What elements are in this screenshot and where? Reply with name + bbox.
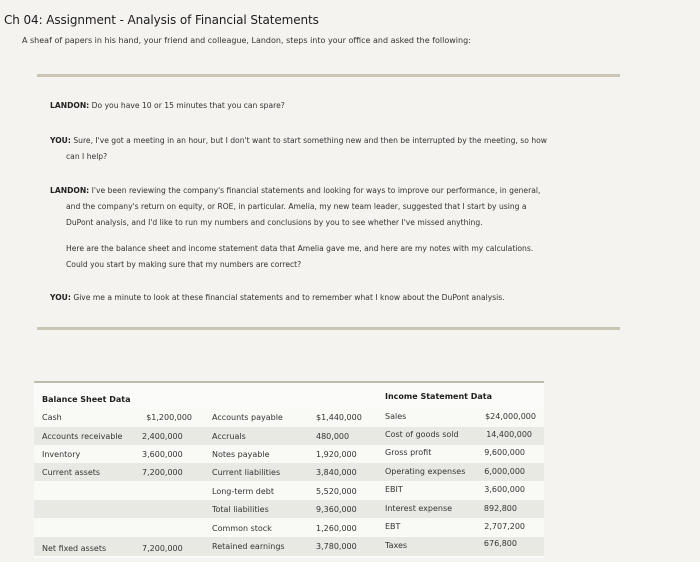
is-value: $24,000,000 [485,412,536,421]
bs-value: 3,780,000 [316,542,357,551]
is-value: 9,600,000 [484,448,525,457]
is-label: Operating expenses [385,467,466,476]
speaker-label: LANDON: [50,186,90,195]
is-value: 892,800 [483,504,517,513]
bs-label: Net fixed assets [42,544,107,553]
is-label: Sales [385,412,407,421]
page-title: Ch 04: Assignment - Analysis of Financial Statements [4,13,319,27]
bs-value: 3,600,000 [142,450,183,459]
bs-value: 3,840,000 [316,468,357,477]
balance-sheet-title: Balance Sheet Data [42,395,131,404]
dialogue-landon-2 [50,183,620,231]
dialogue-text: Sure, I've got a meeting in an hour, but I don't want to start something new and then be interrupted by the meeting, so how [73,136,547,145]
bs-label: Current assets [42,468,101,477]
is-label: Cost of goods sold [385,430,459,439]
bs-value: $1,440,000 [316,413,362,422]
divider [37,327,620,330]
is-value: 14,400,000 [486,430,532,439]
intro-text: A sheaf of papers in his hand, your friend and colleague, Landon, steps into your office and asked the following: [22,36,471,45]
dialogue-text: Could you start by making sure that my numbers are correct? [66,260,302,269]
speaker-label: YOU: [50,136,71,145]
is-value: 676,800 [483,539,517,548]
bs-value: 7,200,000 [142,544,183,553]
dialogue-you-1 [50,133,620,165]
speaker-label: LANDON: [50,101,90,110]
bs-label: Cash [42,413,62,422]
bs-label: Inventory [42,450,81,459]
divider [37,74,620,77]
dialogue-text: Do you have 10 or 15 minutes that you can spare? [91,101,285,110]
bs-value: 480,000 [316,432,350,441]
dialogue-text: and the company's return on equity, or ROE, in particular. Amelia, my new team leader, suggested that I start by using a [66,202,527,211]
bs-label: Common stock [212,524,272,533]
is-label: EBIT [385,485,403,494]
is-label: EBT [385,522,401,531]
bs-value: 7,200,000 [142,468,183,477]
bs-label: Accounts payable [212,413,283,422]
bs-label: Accruals [212,432,246,441]
bs-label: Retained earnings [212,542,285,551]
speaker-label: YOU: [50,293,71,302]
bs-label: Current liabilities [212,468,281,477]
is-label: Interest expense [385,504,453,513]
bs-label: Long-term debt [212,487,275,496]
is-value: 3,600,000 [484,485,525,494]
dialogue-text: Give me a minute to look at these financial statements and to remember what I know about the DuPont analysis. [73,293,505,302]
dialogue-landon-1 [50,98,620,114]
dialogue-text: DuPont analysis, and I'd like to run my numbers and conclusions by you to see whether I've missed anything. [66,218,483,227]
is-value: 2,707,200 [484,522,525,531]
bs-value: 2,400,000 [142,432,183,441]
is-label: Gross profit [385,448,432,457]
bs-value: 1,260,000 [316,524,357,533]
is-value: 6,000,000 [484,467,525,476]
bs-value: 9,360,000 [316,505,357,514]
dialogue-you-2 [50,290,620,306]
dialogue-text: Here are the balance sheet and income statement data that Amelia gave me, and here are my notes with my calculations. [66,244,534,253]
dialogue-landon-3 [66,241,620,273]
dialogue-text: can I help? [66,152,108,161]
bs-label: Accounts receivable [42,432,123,441]
income-statement-title: Income Statement Data [385,392,493,401]
bs-value: 5,520,000 [316,487,357,496]
bs-label: Notes payable [212,450,270,459]
bs-label: Total liabilities [212,505,269,514]
bs-value: $1,200,000 [146,413,192,422]
is-label: Taxes [385,541,408,550]
bs-value: 1,920,000 [316,450,357,459]
dialogue-text: I've been reviewing the company's financial statements and looking for ways to improve our performance, in general, [91,186,541,195]
